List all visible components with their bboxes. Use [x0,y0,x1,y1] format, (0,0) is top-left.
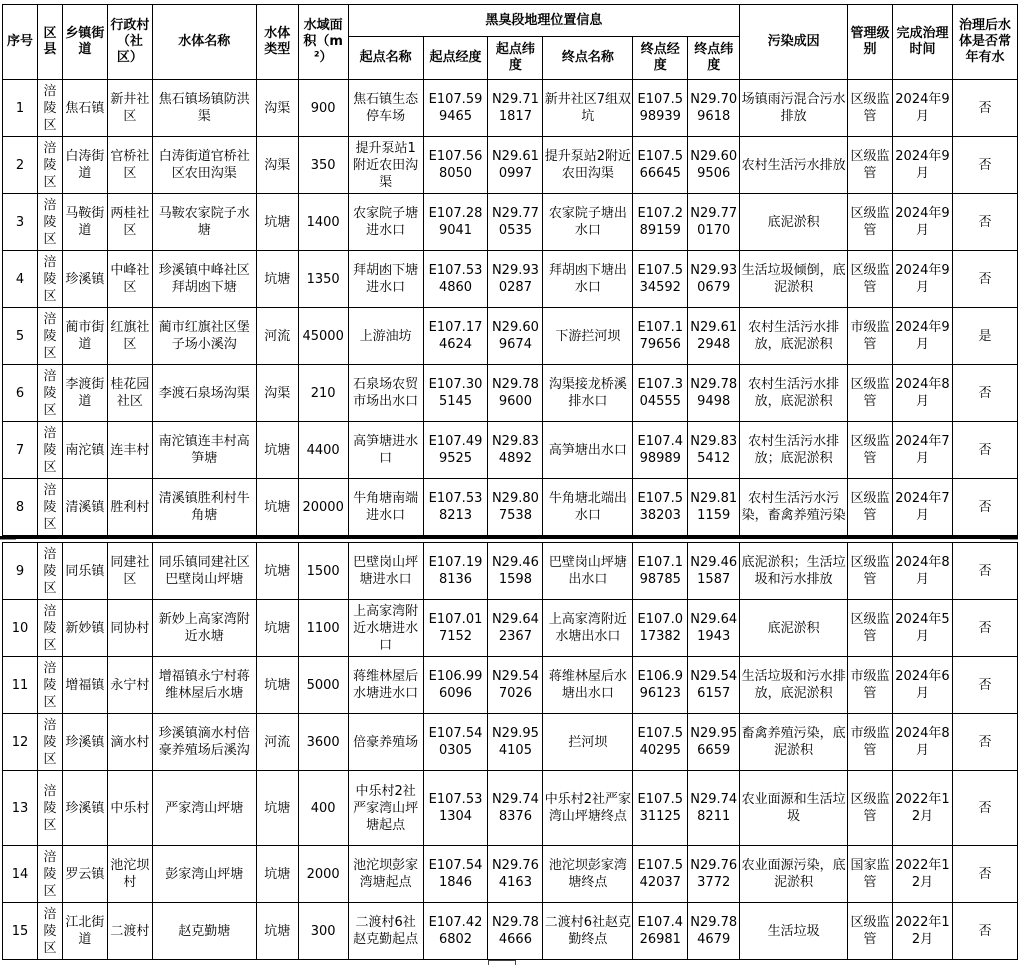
cell-start-lon: E107.499525 [423,422,488,479]
page-break-mark-right [1000,539,1018,541]
cell-cause: 底泥淤积 [740,600,848,657]
cell-type: 沟渠 [256,80,298,137]
cell-end-lon: E107.017382 [633,600,688,657]
cell-water: 否 [952,543,1017,600]
cell-cause: 农村生活污水排放，底泥淤积 [740,308,848,365]
cell-done: 2024年9月 [893,251,953,308]
cell-end-name: 巴壁岗山坪塘出水口 [543,543,633,600]
cell-seq: 7 [3,422,38,479]
table-row [3,365,1018,422]
cell-cause: 农村生活污水排放 [740,137,848,194]
cell-level: 区级监管 [848,251,893,308]
cell-start-lat: N29.609674 [488,308,543,365]
cell-end-lat: N29.835412 [688,422,740,479]
table-row [3,657,1018,714]
cell-seq: 10 [3,600,38,657]
cell-water: 否 [952,194,1017,251]
cell-area: 1350 [298,251,348,308]
cell-name: 马鞍农家院子水塘 [152,194,256,251]
cell-end-lat: N29.641943 [688,600,740,657]
cell-seq: 5 [3,308,38,365]
cell-start-lat: N29.748376 [488,771,543,846]
cell-done: 2024年9月 [893,137,953,194]
cell-level: 区级监管 [848,194,893,251]
cell-district: 涪陵区 [37,479,62,536]
col-header-water: 治理后水体是否常年有水 [952,5,1017,80]
col-header-town: 乡镇街道 [62,5,107,80]
cell-name: 新妙上高家湾附近水塘 [152,600,256,657]
cell-village: 红旗社区 [107,308,152,365]
cell-start-lat: N29.784666 [488,903,543,960]
cell-area: 45000 [298,308,348,365]
col-header-end-lon: 终点经度 [633,37,688,80]
cell-town: 珍溪镇 [62,714,107,771]
cell-area: 1500 [298,543,348,600]
cell-start-lon: E107.531304 [423,771,488,846]
cell-type: 沟渠 [256,365,298,422]
cell-start-lon: E107.305145 [423,365,488,422]
cell-type: 坑塘 [256,422,298,479]
pollution-table-bottom [2,542,1018,960]
cell-district: 涪陵区 [37,365,62,422]
cell-done: 2024年8月 [893,543,953,600]
cell-start-name: 提升泵站1附近农田沟渠 [348,137,423,194]
cell-end-lat: N29.461587 [688,543,740,600]
table-row [3,194,1018,251]
cell-end-name: 高笋塘出水口 [543,422,633,479]
col-header-area: 水域面积（m²） [298,5,348,80]
cell-cause: 场镇雨污混合污水排放 [740,80,848,137]
cell-end-name: 池沱坝彭家湾塘终点 [543,846,633,903]
cell-level: 区级监管 [848,80,893,137]
cell-start-lon: E107.198136 [423,543,488,600]
cell-district: 涪陵区 [37,137,62,194]
cell-end-lon: E107.179656 [633,308,688,365]
col-header-end-lat: 终点纬度 [688,37,740,80]
cell-type: 沟渠 [256,137,298,194]
cell-level: 区级监管 [848,422,893,479]
cell-area: 400 [298,771,348,846]
cell-village: 胜利村 [107,479,152,536]
cell-seq: 11 [3,657,38,714]
cell-done: 2024年9月 [893,80,953,137]
cell-town: 珍溪镇 [62,251,107,308]
cell-seq: 1 [3,80,38,137]
cell-end-lat: N29.763772 [688,846,740,903]
cell-start-lat: N29.807538 [488,479,543,536]
cell-start-lat: N29.834892 [488,422,543,479]
cell-water: 否 [952,846,1017,903]
cell-end-lat: N29.609506 [688,137,740,194]
cell-start-lat: N29.764163 [488,846,543,903]
cell-level: 区级监管 [848,771,893,846]
cell-cause: 畜禽养殖污染，底泥淤积 [740,714,848,771]
cell-village: 同协村 [107,600,152,657]
cell-name: 彭家湾山坪塘 [152,846,256,903]
cell-level: 区级监管 [848,903,893,960]
cell-start-lon: E107.426802 [423,903,488,960]
cell-end-name: 拜胡凼下塘出水口 [543,251,633,308]
col-header-district: 区县 [37,5,62,80]
cell-cause: 生活垃圾 [740,903,848,960]
cell-area: 900 [298,80,348,137]
cell-end-name: 拦河坝 [543,714,633,771]
cell-area: 4400 [298,422,348,479]
cell-start-lat: N29.642367 [488,600,543,657]
header-row-1 [3,5,1018,37]
cell-done: 2024年8月 [893,714,953,771]
cell-area: 350 [298,137,348,194]
cell-district: 涪陵区 [37,194,62,251]
cell-district: 涪陵区 [37,714,62,771]
cell-end-name: 农家院子塘出水口 [543,194,633,251]
cell-cause: 农业面源污染，底泥淤积 [740,846,848,903]
cell-end-name: 上高家湾附近水塘出水口 [543,600,633,657]
cell-done: 2022年12月 [893,903,953,960]
cell-end-lon: E107.498989 [633,422,688,479]
cell-start-lon: E107.174624 [423,308,488,365]
cell-cause: 生活垃圾倾倒，底泥淤积 [740,251,848,308]
cell-end-name: 牛角塘北端出水口 [543,479,633,536]
cell-town: 白涛街道 [62,137,107,194]
cell-name: 珍溪镇滴水村倍豪养殖场后溪沟 [152,714,256,771]
page-break-line [0,536,1018,539]
cell-area: 2000 [298,846,348,903]
cell-done: 2024年8月 [893,365,953,422]
cell-end-lon: E106.996123 [633,657,688,714]
cell-cause: 农业面源和生活垃圾 [740,771,848,846]
cell-town: 南沱镇 [62,422,107,479]
table-row [3,846,1018,903]
cell-district: 涪陵区 [37,543,62,600]
cell-type: 坑塘 [256,479,298,536]
cell-start-name: 上高家湾附近水塘进水口 [348,600,423,657]
cell-seq: 8 [3,479,38,536]
cell-name: 珍溪镇中峰社区拜胡凼下塘 [152,251,256,308]
cell-end-name: 中乐村2社严家湾山坪塘终点 [543,771,633,846]
table-row [3,479,1018,536]
cell-start-name: 蒋维林屋后水塘进水口 [348,657,423,714]
cell-end-lat: N29.770170 [688,194,740,251]
table-row [3,714,1018,771]
col-header-start-lat: 起点纬度 [488,37,543,80]
cell-water: 否 [952,479,1017,536]
cell-name: 焦石镇场镇防洪渠 [152,80,256,137]
cell-end-lat: N29.789498 [688,365,740,422]
cell-cause: 底泥淤积；生活垃圾和污水排放 [740,543,848,600]
cell-start-lon: E107.540305 [423,714,488,771]
table-row [3,251,1018,308]
cell-type: 坑塘 [256,771,298,846]
cell-start-lat: N29.461598 [488,543,543,600]
cell-type: 坑塘 [256,903,298,960]
cell-cause: 农村生活污水排放；底泥淤积 [740,422,848,479]
cell-start-lon: E107.538213 [423,479,488,536]
cell-done: 2024年6月 [893,657,953,714]
cell-done: 2024年7月 [893,422,953,479]
cell-type: 河流 [256,308,298,365]
cell-start-lon: E107.534860 [423,251,488,308]
cell-village: 桂花园社区 [107,365,152,422]
page-break-mark-left [0,539,16,541]
cell-seq: 14 [3,846,38,903]
pollution-table-top [2,4,1018,536]
cell-water: 否 [952,137,1017,194]
cell-level: 区级监管 [848,479,893,536]
cell-water: 否 [952,422,1017,479]
cell-start-name: 上游油坊 [348,308,423,365]
cell-done: 2022年12月 [893,846,953,903]
cell-town: 珍溪镇 [62,771,107,846]
cell-start-lat: N29.770535 [488,194,543,251]
cell-level: 区级监管 [848,137,893,194]
table-row [3,903,1018,960]
cell-district: 涪陵区 [37,846,62,903]
cell-start-lat: N29.711817 [488,80,543,137]
cell-town: 李渡街道 [62,365,107,422]
cell-area: 300 [298,903,348,960]
cell-water: 否 [952,251,1017,308]
cell-district: 涪陵区 [37,422,62,479]
cell-end-lon: E107.566645 [633,137,688,194]
cell-start-name: 中乐村2社严家湾山坪塘起点 [348,771,423,846]
cell-level: 区级监管 [848,600,893,657]
col-header-location-group: 黑臭段地理位置信息 [348,5,740,37]
cell-end-name: 下游拦河坝 [543,308,633,365]
cell-village: 二渡村 [107,903,152,960]
cell-end-lat: N29.956659 [688,714,740,771]
cell-village: 两桂社区 [107,194,152,251]
table-row [3,422,1018,479]
col-header-end-name: 终点名称 [543,37,633,80]
cell-start-name: 拜胡凼下塘进水口 [348,251,423,308]
cell-town: 罗云镇 [62,846,107,903]
cell-area: 5000 [298,657,348,714]
cell-level: 市级监管 [848,308,893,365]
cell-end-name: 提升泵站2附近农田沟渠 [543,137,633,194]
cell-end-lat: N29.546157 [688,657,740,714]
cell-town: 江北街道 [62,903,107,960]
cell-water: 否 [952,365,1017,422]
cell-area: 1400 [298,194,348,251]
cell-seq: 9 [3,543,38,600]
cell-name: 清溪镇胜利村牛角塘 [152,479,256,536]
cell-end-name: 蒋维林屋后水塘出水口 [543,657,633,714]
cell-seq: 12 [3,714,38,771]
cell-end-lon: E107.304555 [633,365,688,422]
cell-district: 涪陵区 [37,771,62,846]
cell-start-lon: E106.996096 [423,657,488,714]
cell-village: 新井社区 [107,80,152,137]
cell-district: 涪陵区 [37,80,62,137]
cell-level: 区级监管 [848,365,893,422]
cell-seq: 2 [3,137,38,194]
col-header-name: 水体名称 [152,5,256,80]
cell-type: 坑塘 [256,194,298,251]
cell-water: 否 [952,657,1017,714]
cell-end-lon: E107.198785 [633,543,688,600]
cell-start-lon: E107.289041 [423,194,488,251]
table-row [3,137,1018,194]
cell-start-lat: N29.930287 [488,251,543,308]
cell-start-lat: N29.789600 [488,365,543,422]
cell-water: 否 [952,771,1017,846]
cell-area: 20000 [298,479,348,536]
table-row [3,543,1018,600]
cell-name: 白涛街道官桥社区农田沟渠 [152,137,256,194]
cell-seq: 3 [3,194,38,251]
cell-town: 焦石镇 [62,80,107,137]
col-header-type: 水体类型 [256,5,298,80]
cell-end-lat: N29.612948 [688,308,740,365]
cell-type: 坑塘 [256,543,298,600]
cell-type: 坑塘 [256,846,298,903]
cell-water: 否 [952,80,1017,137]
cell-end-lon: E107.426981 [633,903,688,960]
cell-water: 否 [952,714,1017,771]
cell-end-lon: E107.531125 [633,771,688,846]
cell-end-lat: N29.748211 [688,771,740,846]
cell-cause: 农村生活污水污染，畜禽养殖污染 [740,479,848,536]
cell-end-lon: E107.538203 [633,479,688,536]
col-header-village: 行政村（社区） [107,5,152,80]
cell-town: 同乐镇 [62,543,107,600]
cell-start-lon: E107.568050 [423,137,488,194]
cell-village: 永宁村 [107,657,152,714]
table-row [3,771,1018,846]
col-header-start-name: 起点名称 [348,37,423,80]
cell-end-lat: N29.709618 [688,80,740,137]
cell-town: 增福镇 [62,657,107,714]
cell-name: 严家湾山坪塘 [152,771,256,846]
cell-end-lon: E107.289159 [633,194,688,251]
cell-start-lat: N29.547026 [488,657,543,714]
cell-end-lon: E107.598939 [633,80,688,137]
cell-done: 2022年12月 [893,771,953,846]
cell-water: 否 [952,903,1017,960]
cell-name: 南沱镇连丰村高笋塘 [152,422,256,479]
cell-name: 蔺市红旗社区堡子场小溪沟 [152,308,256,365]
cell-seq: 15 [3,903,38,960]
col-header-seq: 序号 [3,5,38,80]
cell-area: 210 [298,365,348,422]
cell-level: 市级监管 [848,714,893,771]
cell-type: 坑塘 [256,251,298,308]
cell-village: 滴水村 [107,714,152,771]
cell-end-lon: E107.542037 [633,846,688,903]
cell-area: 1100 [298,600,348,657]
cell-name: 增福镇永宁村蒋维林屋后水塘 [152,657,256,714]
col-header-cause: 污染成因 [740,5,848,80]
cell-start-lon: E107.017152 [423,600,488,657]
cell-start-name: 倍豪养殖场 [348,714,423,771]
cell-start-lat: N29.610997 [488,137,543,194]
cell-town: 新妙镇 [62,600,107,657]
cell-cause: 农村生活污水排放，底泥淤积 [740,365,848,422]
cell-village: 连丰村 [107,422,152,479]
cell-end-lat: N29.784679 [688,903,740,960]
cell-end-lon: E107.540295 [633,714,688,771]
cell-end-lat: N29.811159 [688,479,740,536]
cell-area: 3600 [298,714,348,771]
cell-district: 涪陵区 [37,903,62,960]
cell-name: 同乐镇同建社区巴壁岗山坪塘 [152,543,256,600]
table-row [3,308,1018,365]
cell-start-name: 高笋塘进水口 [348,422,423,479]
cell-done: 2024年9月 [893,194,953,251]
cell-cause: 底泥淤积 [740,194,848,251]
cell-done: 2024年9月 [893,308,953,365]
cell-town: 蔺市街道 [62,308,107,365]
cell-town: 马鞍街道 [62,194,107,251]
cell-start-name: 石泉场农贸市场出水口 [348,365,423,422]
cell-village: 官桥社区 [107,137,152,194]
cell-seq: 4 [3,251,38,308]
cell-name: 赵克勤塘 [152,903,256,960]
cell-type: 坑塘 [256,657,298,714]
cell-start-name: 巴壁岗山坪塘进水口 [348,543,423,600]
cell-type: 坑塘 [256,600,298,657]
cell-start-name: 牛角塘南端进水口 [348,479,423,536]
cell-end-lon: E107.534592 [633,251,688,308]
cell-village: 池沱坝村 [107,846,152,903]
table-row [3,600,1018,657]
cell-start-lon: E107.599465 [423,80,488,137]
cell-start-name: 二渡村6社赵克勤起点 [348,903,423,960]
cell-district: 涪陵区 [37,600,62,657]
cell-town: 清溪镇 [62,479,107,536]
table-row [3,80,1018,137]
cell-start-lat: N29.954105 [488,714,543,771]
col-header-level: 管理级别 [848,5,893,80]
col-header-start-lon: 起点经度 [423,37,488,80]
cell-start-name: 焦石镇生态停车场 [348,80,423,137]
col-header-done: 完成治理时间 [893,5,953,80]
cell-level: 国家监管 [848,846,893,903]
cell-end-lat: N29.930679 [688,251,740,308]
cell-end-name: 二渡村6社赵克勤终点 [543,903,633,960]
cell-start-lon: E107.541846 [423,846,488,903]
cell-water: 是 [952,308,1017,365]
cell-village: 同建社区 [107,543,152,600]
cell-district: 涪陵区 [37,251,62,308]
cell-village: 中乐村 [107,771,152,846]
cell-district: 涪陵区 [37,657,62,714]
cell-end-name: 新井社区7组双坑 [543,80,633,137]
cell-level: 区级监管 [848,543,893,600]
cell-type: 河流 [256,714,298,771]
cell-done: 2024年5月 [893,600,953,657]
cell-village: 中峰社区 [107,251,152,308]
cell-district: 涪陵区 [37,308,62,365]
cell-seq: 13 [3,771,38,846]
cell-seq: 6 [3,365,38,422]
cell-start-name: 池沱坝彭家湾塘起点 [348,846,423,903]
cell-water: 否 [952,600,1017,657]
cell-done: 2024年7月 [893,479,953,536]
cell-start-name: 农家院子塘进水口 [348,194,423,251]
cell-end-name: 沟渠接龙桥溪排水口 [543,365,633,422]
cell-level: 市级监管 [848,657,893,714]
cell-name: 李渡石泉场沟渠 [152,365,256,422]
cell-cause: 生活垃圾和污水排放，底泥淤积 [740,657,848,714]
page-marker [488,960,516,965]
